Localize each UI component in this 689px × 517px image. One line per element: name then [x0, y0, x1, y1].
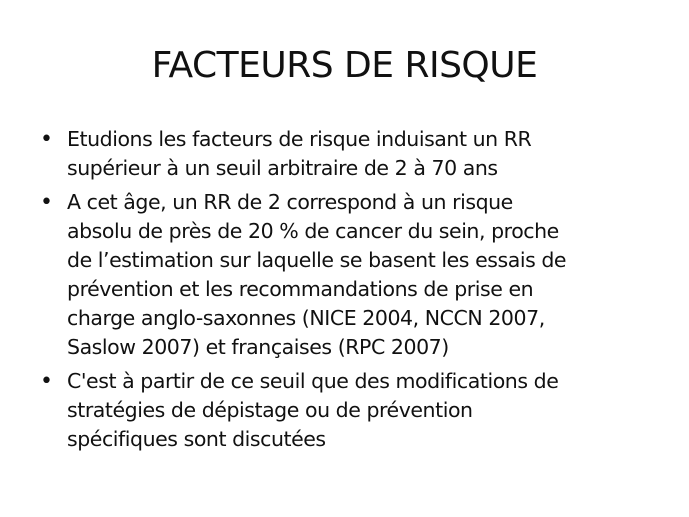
bullet-text-line: stratégies de dépistage ou de prévention [67, 398, 473, 422]
bullet-icon: • [40, 190, 53, 215]
bullet-text-line: absolu de près de 20 % de cancer du sein, proche [67, 219, 559, 243]
bullet-text-line: de l’estimation sur laquelle se basent les essais de [67, 248, 567, 272]
bullet-text-line: supérieur à un seuil arbitraire de 2 à 70 ans [67, 156, 498, 180]
bullet-text-line: spécifiques sont discutées [67, 427, 326, 451]
bullet-icon: • [40, 127, 53, 152]
bullet-text-line: Etudions les facteurs de risque induisant un RR [67, 127, 532, 151]
bullet-text-line: prévention et les recommandations de prise en [67, 277, 534, 301]
bullet-item [40, 188, 670, 362]
bullet-list [40, 125, 670, 459]
slide-title: FACTEURS DE RISQUE [151, 45, 538, 86]
bullet-item [40, 125, 670, 183]
bullet-text-line: A cet âge, un RR de 2 correspond à un risque [67, 190, 513, 214]
bullet-text-line: Saslow 2007) et françaises (RPC 2007) [67, 335, 449, 359]
bullet-icon: • [40, 369, 53, 394]
bullet-item [40, 367, 670, 454]
bullet-text-line: C'est à partir de ce seuil que des modifications de [67, 369, 559, 393]
bullet-text-line: charge anglo-saxonnes (NICE 2004, NCCN 2007, [67, 306, 545, 330]
